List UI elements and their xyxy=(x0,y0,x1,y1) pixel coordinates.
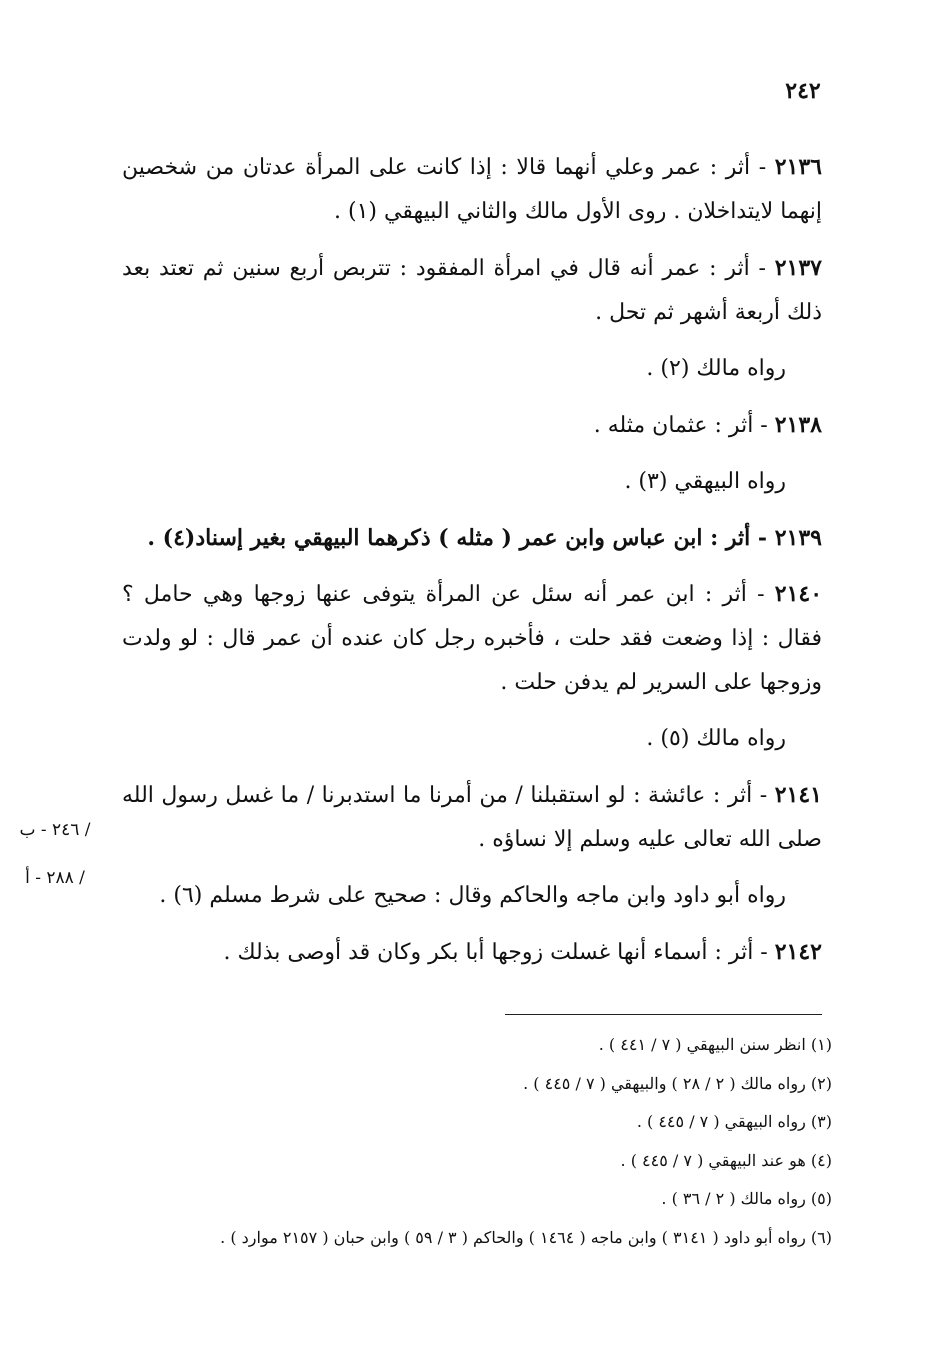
footnote-2: (٢) رواه مالك ( ٢ / ٢٨ ) والبيهقي ( ٧ / ٤٤٥ ) . xyxy=(523,1073,832,1093)
footnote-6: (٦) رواه أبو داود ( ٣١٤١ ) وابن ماجه ( ١٤٦٤ ) والحاكم ( ٣ / ٥٩ ) وابن حبان ( ٢١٥٧ موارد ) . xyxy=(220,1227,832,1247)
entry-2137 xyxy=(122,246,822,335)
entry-text: - أثر : عائشة : لو استقبلنا / من أمرنا ما استدبرنا / ما غسل رسول الله صلى الله تعالى عليه وسلم إلا نساؤه . xyxy=(122,783,822,852)
entry-2139 xyxy=(122,516,822,560)
entry-number: ٢١٣٨ xyxy=(774,412,822,438)
footnote-5: (٥) رواه مالك ( ٢ / ٣٦ ) . xyxy=(661,1189,832,1208)
entry-number: ٢١٣٩ xyxy=(774,525,822,551)
entry-number: ٢١٣٧ xyxy=(774,255,822,281)
entry-text: - أثر : ابن عمر أنه سئل عن المرأة يتوفى عنها زوجها وهي حامل ؟ فقال : إذا وضعت فقد حلت ، فأخبره رجل كان عنده أن عمر قال : لو ولدت وزوجها على السرير لم يدفن حلت . xyxy=(122,582,822,695)
footnote-3: (٣) رواه البيهقي ( ٧ / ٤٤٥ ) . xyxy=(636,1112,832,1131)
entry-text: - أثر : عمر وعلي أنهما قالا : إذا كانت على المرأة عدتان من شخصين إنهما لايتداخلان . روى الأول مالك والثاني البيهقي (١) . xyxy=(122,155,822,224)
narration-line: رواه أبو داود وابن ماجه والحاكم وقال : صحيح على شرط مسلم (٦) . xyxy=(159,883,786,908)
entry-2141 xyxy=(122,773,822,862)
entry-text: - أثر : ابن عباس وابن عمر ( مثله ) ذكرهما البيهقي بغير إسناد(٤) . xyxy=(147,525,768,551)
narration-line: رواه البيهقي (٣) . xyxy=(624,469,786,494)
page-number: ٢٤٢ xyxy=(785,78,821,104)
footnote-1: (١) انظر سنن البيهقي ( ٧ / ٤٤١ ) . xyxy=(598,1035,832,1054)
entry-number: ٢١٤٠ xyxy=(774,581,823,607)
main-text xyxy=(122,145,822,987)
margin-note: / ٢٨٨ - أ xyxy=(25,868,85,888)
entry-2136 xyxy=(122,145,822,234)
narration-line: رواه مالك (٥) . xyxy=(646,726,786,751)
entry-2142 xyxy=(122,930,822,975)
entry-2140 xyxy=(122,572,822,705)
entry-text: - أثر : أسماء أنها غسلت زوجها أبا بكر وكان قد أوصى بذلك . xyxy=(223,940,768,965)
entry-2138 xyxy=(122,403,822,448)
entry-number: ٢١٤٢ xyxy=(774,939,822,965)
footnote-divider xyxy=(505,1014,822,1015)
entry-number: ٢١٣٦ xyxy=(774,154,822,180)
footnotes xyxy=(120,1026,832,1257)
entry-text: - أثر : عمر أنه قال في امرأة المفقود : تتربص أربع سنين ثم تعتد بعد ذلك أربعة أشهر ثم تحل . xyxy=(122,256,822,325)
entry-number: ٢١٤١ xyxy=(774,782,822,808)
margin-note: / ٢٤٦ - ب xyxy=(19,820,91,840)
footnote-4: (٤) هو عند البيهقي ( ٧ / ٤٤٥ ) . xyxy=(620,1150,832,1170)
narration-line: رواه مالك (٢) . xyxy=(646,356,786,381)
entry-text: - أثر : عثمان مثله . xyxy=(593,413,768,438)
